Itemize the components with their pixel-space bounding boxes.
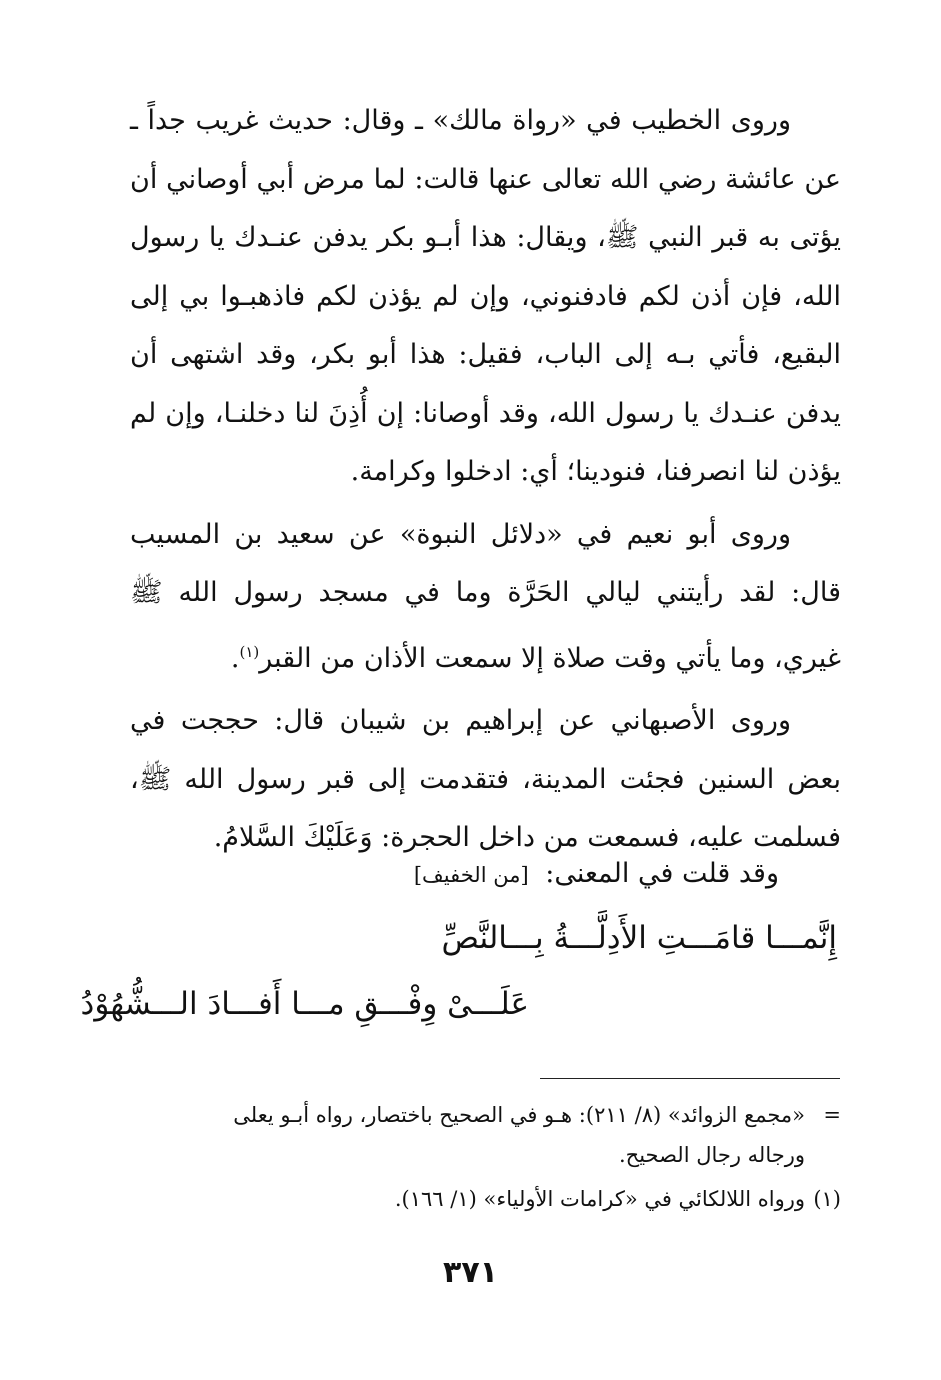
paragraph-saeed-text: وروى أبو نعيم في «دلائل النبوة» عن سعيد بن المسيب قال: لقد رأيتني ليالي الحَرَّة وما في مسجد رسول الله ﷺ غيري، وما يأتي وقت صلاة إلا سمعت الأذان من القبر (130, 518, 841, 674)
verse-intro-text: وقد قلت في المعنى: (545, 858, 779, 889)
footnote-1-text: ورواه اللالكائي في «كرامات الأولياء» (١/ ١٦٦). (394, 1187, 805, 1211)
footnote-1 (130, 1179, 841, 1219)
footnotes (130, 1095, 841, 1219)
footnote-reference-1[interactable]: (١) (239, 642, 260, 661)
paragraph-isbahani-narration: وروى الأصبهاني عن إبراهيم بن شيبان قال: حججت في بعض السنين فجئت المدينة، فتقدمت إلى قبر رسول الله ﷺ، فسلمت عليه، فسمعت من داخل الحجرة: وَعَلَيْكَ السَّلامُ. (130, 705, 841, 853)
page-number: ٣٧١ (443, 1255, 498, 1290)
footnote-continuation-line1: «مجمع الزوائد» (٨/ ٢١١): هـو في الصحيح باختصار، رواه أبـو يعلى (233, 1103, 805, 1127)
main-text (130, 92, 841, 868)
footnote-1-marker: (١) (813, 1187, 841, 1211)
footnote-continuation-line2-wrap (130, 1135, 841, 1175)
verse-meter-label: [من الخفيف] (413, 863, 529, 887)
footnote-continuation-line2: ورجاله رجال الصحيح. (618, 1143, 805, 1167)
footnote-separator (540, 1078, 840, 1079)
verse-line-1: إِنَّمـــا قامَـــتِ الأَدِلَّـــةُ بِـــالنَّصِّ (441, 920, 837, 956)
verse-line-2: عَلَـــىْ وِفْـــقِ مـــا أَفـــادَ الـــشُّهُوْدُ (80, 986, 529, 1022)
paragraph-saeed-end: . (230, 642, 240, 674)
footnote-continuation-marker: = (823, 1103, 841, 1127)
verse-introduction (414, 845, 779, 904)
paragraph-aisha-narration: وروى الخطيب في «رواة مالك» ـ وقال: حديث غريب جداً ـ عن عائشة رضي الله تعالى عنها قالت: لما مرض أبي أوصاني أن يؤتى به قبر النبي ﷺ، ويقال: هذا أبـو بكر يدفن عنـدك يا رسول الله، فإن أذن لكم فادفنوني، وإن لم يؤذن لكم فاذهبـوا بي إلى البقيع، فأتي بـه إلى الباب، فقيل: هذا أبو بكر، وقد اشتهى أن يدفن عنـدك يا رسول الله، وقد أوصانا: إن أُذِنَ لنا دخلنـا، وإن لم يؤذن لنا انصرفنا، فنودينا؛ أي: ادخلوا وكرامة. (130, 105, 841, 487)
paragraph-saeed-narration (130, 506, 841, 689)
footnote-continuation (130, 1095, 841, 1135)
